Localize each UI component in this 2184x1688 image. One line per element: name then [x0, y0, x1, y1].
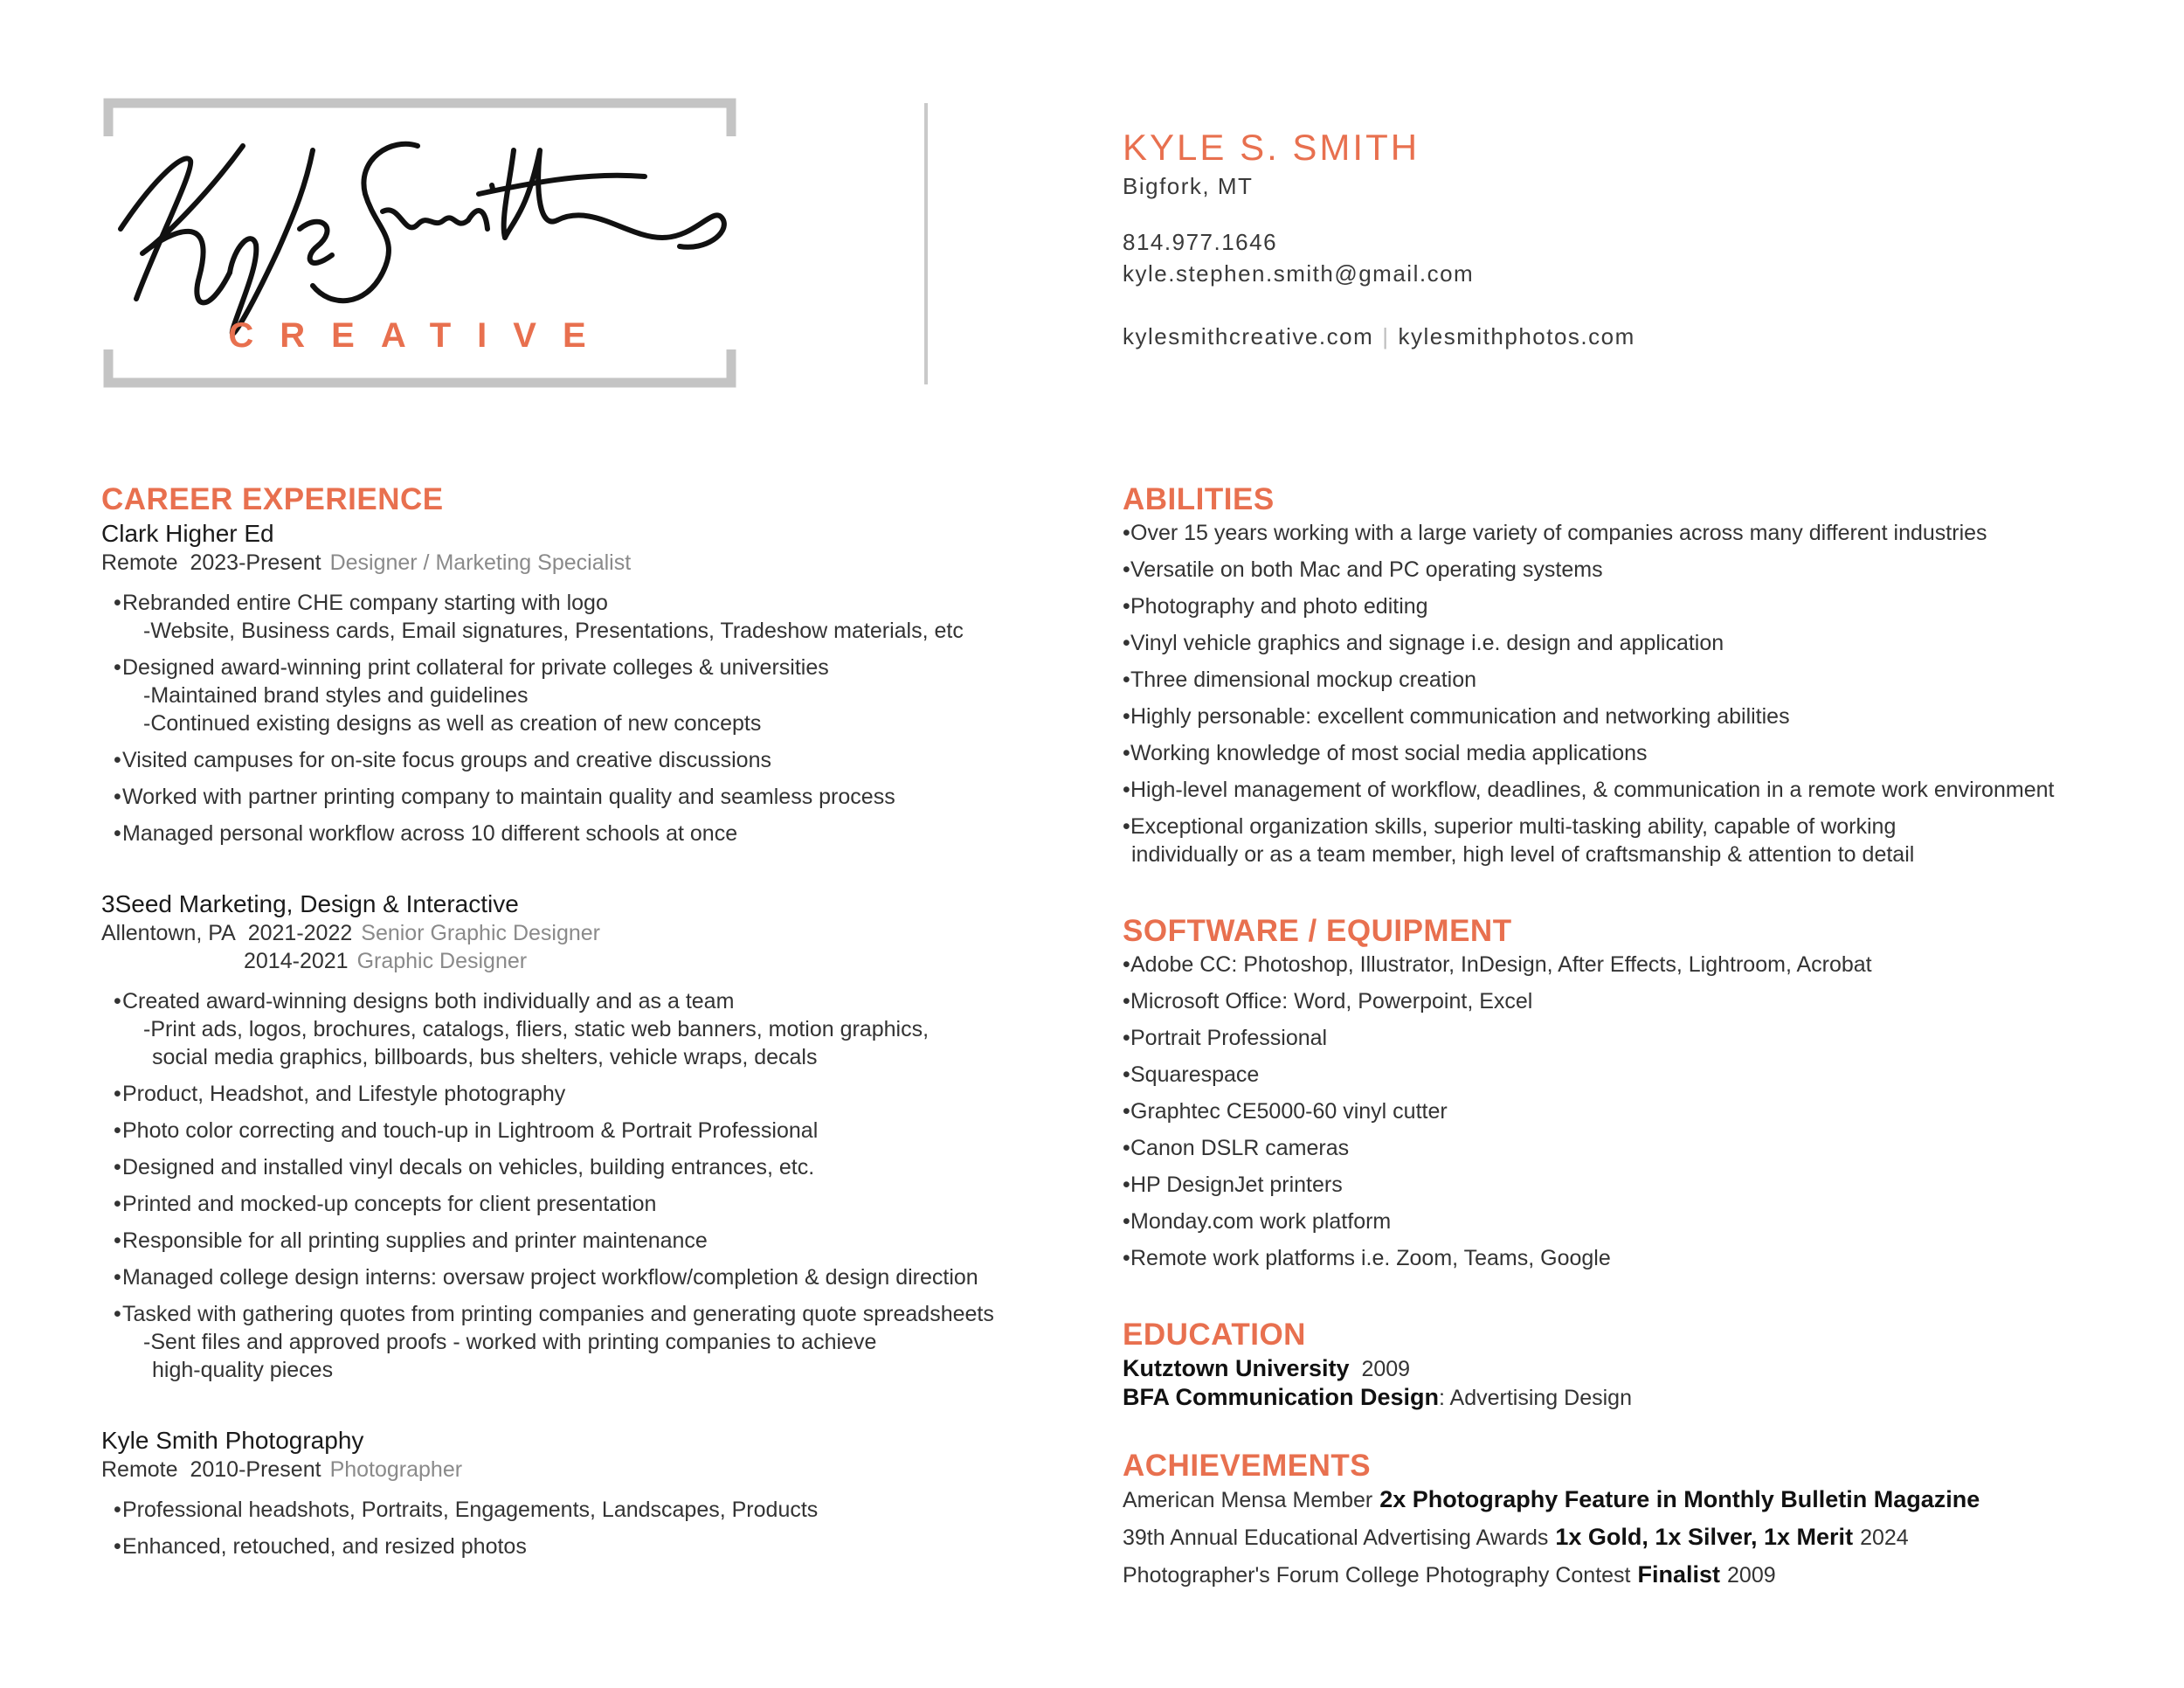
job-dates: 2021-2022	[247, 921, 353, 945]
list-item: •Responsible for all printing supplies and printer maintenance	[114, 1228, 708, 1253]
education-year: 2009	[1361, 1357, 1411, 1381]
list-item: •Printed and mocked-up concepts for client presentation	[114, 1192, 657, 1216]
list-item: •Rebranded entire CHE company starting with logo -Website, Business cards, Email signatures, Presentations, Tradeshow materials, etc	[114, 591, 964, 643]
kyle-smith-creative-logo	[103, 98, 736, 388]
contact-email[interactable]: kyle.stephen.smith@gmail.com	[1123, 260, 1475, 287]
list-item: •Vinyl vehicle graphics and signage i.e. design and application	[1123, 631, 1724, 655]
job-kyle-smith-photography	[101, 1426, 1027, 1560]
list-item: •Created award-winning designs both individually and as a team -Print ads, logos, brochures, catalogs, fliers, static web banners, motion graphics, social media graphics, billboards, bus shelters, vehicle wraps, decals	[114, 989, 930, 1069]
job-company: 3Seed Marketing, Design & Interactive	[101, 890, 519, 917]
job-meta	[101, 919, 1027, 947]
website-creative-link[interactable]: kylesmithcreative.com	[1123, 323, 1374, 349]
job-bullets	[101, 987, 1027, 1384]
job-bullets	[101, 589, 1027, 847]
list-item: •Exceptional organization skills, superior multi-tasking ability, capable of working individually or as a team member, high level of craftsmanship & attention to detail	[1123, 814, 1915, 867]
education-school: Kutztown University	[1123, 1355, 1350, 1381]
job-dates: 2023-Present	[190, 550, 321, 575]
job-dates: 2014-2021	[244, 949, 349, 973]
education-focus: : Advertising Design	[1439, 1386, 1632, 1410]
right-column	[1123, 481, 2145, 1598]
list-item: •HP DesignJet printers	[1123, 1173, 1343, 1197]
logo-creative-word: CREATIVE	[228, 316, 612, 355]
contact-name: KYLE S. SMITH	[1123, 127, 1420, 168]
education-title: EDUCATION	[1123, 1318, 1306, 1352]
education-section	[1123, 1316, 2145, 1412]
list-item: •Canon DSLR cameras	[1123, 1136, 1350, 1160]
job-company: Clark Higher Ed	[101, 520, 274, 547]
job-meta	[101, 549, 1027, 577]
website-photos-link[interactable]: kylesmithphotos.com	[1398, 323, 1635, 349]
list-item: •Adobe CC: Photoshop, Illustrator, InDesign, After Effects, Lightroom, Acrobat	[1123, 952, 1872, 977]
list-item: •Graphtec CE5000-60 vinyl cutter	[1123, 1099, 1448, 1124]
job-role: Designer / Marketing Specialist	[329, 550, 632, 575]
list-item: •Tasked with gathering quotes from printing companies and generating quote spreadsheets -Sent files and approved proofs - worked with printing companies to achieve high-quality pieces	[114, 1302, 994, 1382]
career-experience-section	[101, 481, 1027, 1569]
education-degree: BFA Communication Design	[1123, 1384, 1440, 1410]
list-item: •Monday.com work platform	[1123, 1209, 1392, 1234]
job-role: Graphic Designer	[356, 949, 528, 973]
job-location: Remote	[101, 550, 178, 575]
education-degree-line	[1123, 1383, 2145, 1412]
contact-phone: 814.977.1646	[1123, 229, 1278, 255]
list-item: •Highly personable: excellent communication and networking abilities	[1123, 704, 1790, 729]
software-section	[1123, 912, 2145, 1272]
job-dates: 2010-Present	[190, 1457, 321, 1482]
job-bullets	[101, 1496, 1027, 1560]
abilities-title: ABILITIES	[1123, 482, 1275, 516]
list-item: •Microsoft Office: Word, Powerpoint, Excel	[1123, 989, 1533, 1013]
header-divider	[924, 103, 928, 384]
list-item: •Photo color correcting and touch-up in Lightroom & Portrait Professional	[114, 1118, 819, 1143]
list-item: •Working knowledge of most social media applications	[1123, 741, 1648, 765]
achievements-section	[1123, 1447, 2145, 1589]
job-clark-higher-ed	[101, 519, 1027, 847]
job-meta	[101, 1456, 1027, 1484]
job-location: Remote	[101, 1457, 178, 1482]
list-item: •Designed and installed vinyl decals on vehicles, building entrances, etc.	[114, 1155, 815, 1180]
education-school-line	[1123, 1354, 2145, 1383]
list-item: •Three dimensional mockup creation	[1123, 668, 1477, 692]
list-item: •Remote work platforms i.e. Zoom, Teams, Google	[1123, 1246, 1611, 1270]
list-item: •Worked with partner printing company to maintain quality and seamless process	[114, 785, 895, 809]
contact-websites	[1123, 321, 2127, 352]
list-item: •Managed personal workflow across 10 different schools at once	[114, 821, 738, 846]
list-item: Photographer's Forum College Photography Contest Finalist 2009	[1123, 1561, 1776, 1588]
job-3seed-marketing	[101, 889, 1027, 1384]
list-item: •Professional headshots, Portraits, Engagements, Landscapes, Products	[114, 1498, 819, 1522]
contact-block	[1123, 125, 2127, 352]
list-item: •Product, Headshot, and Lifestyle photography	[114, 1082, 566, 1106]
achievements-title: ACHIEVEMENTS	[1123, 1449, 1372, 1483]
software-title: SOFTWARE / EQUIPMENT	[1123, 914, 1512, 948]
list-item: •Photography and photo editing	[1123, 594, 1428, 619]
job-role: Senior Graphic Designer	[361, 921, 601, 945]
abilities-section	[1123, 481, 2145, 868]
list-item: •Over 15 years working with a large variety of companies across many different industries	[1123, 521, 1987, 545]
list-item: •Designed award-winning print collateral for private colleges & universities -Maintained brand styles and guidelines -Continued existing designs as well as creation of new concepts	[114, 655, 829, 736]
list-item: 39th Annual Educational Advertising Awards 1x Gold, 1x Silver, 1x Merit 2024	[1123, 1524, 1909, 1550]
list-item: •Versatile on both Mac and PC operating systems	[1123, 557, 1603, 582]
list-item: •Visited campuses for on-site focus groups and creative discussions	[114, 748, 771, 772]
job-company: Kyle Smith Photography	[101, 1427, 364, 1454]
logo-graphic	[103, 98, 736, 388]
job-role: Photographer	[329, 1457, 463, 1482]
contact-location: Bigfork, MT	[1123, 173, 1254, 199]
list-item: •Enhanced, retouched, and resized photos	[114, 1534, 527, 1559]
website-separator: |	[1382, 323, 1390, 349]
list-item: •Managed college design interns: oversaw project workflow/completion & design direction	[114, 1265, 978, 1290]
list-item: •Portrait Professional	[1123, 1026, 1328, 1050]
job-meta-secondary	[101, 947, 1027, 975]
list-item: •Squarespace	[1123, 1062, 1260, 1087]
list-item: American Mensa Member 2x Photography Feature in Monthly Bulletin Magazine	[1123, 1486, 1980, 1512]
list-item: •High-level management of workflow, deadlines, & communication in a remote work environment	[1123, 778, 2055, 802]
job-location: Allentown, PA	[101, 921, 236, 945]
career-experience-title: CAREER EXPERIENCE	[101, 482, 444, 516]
